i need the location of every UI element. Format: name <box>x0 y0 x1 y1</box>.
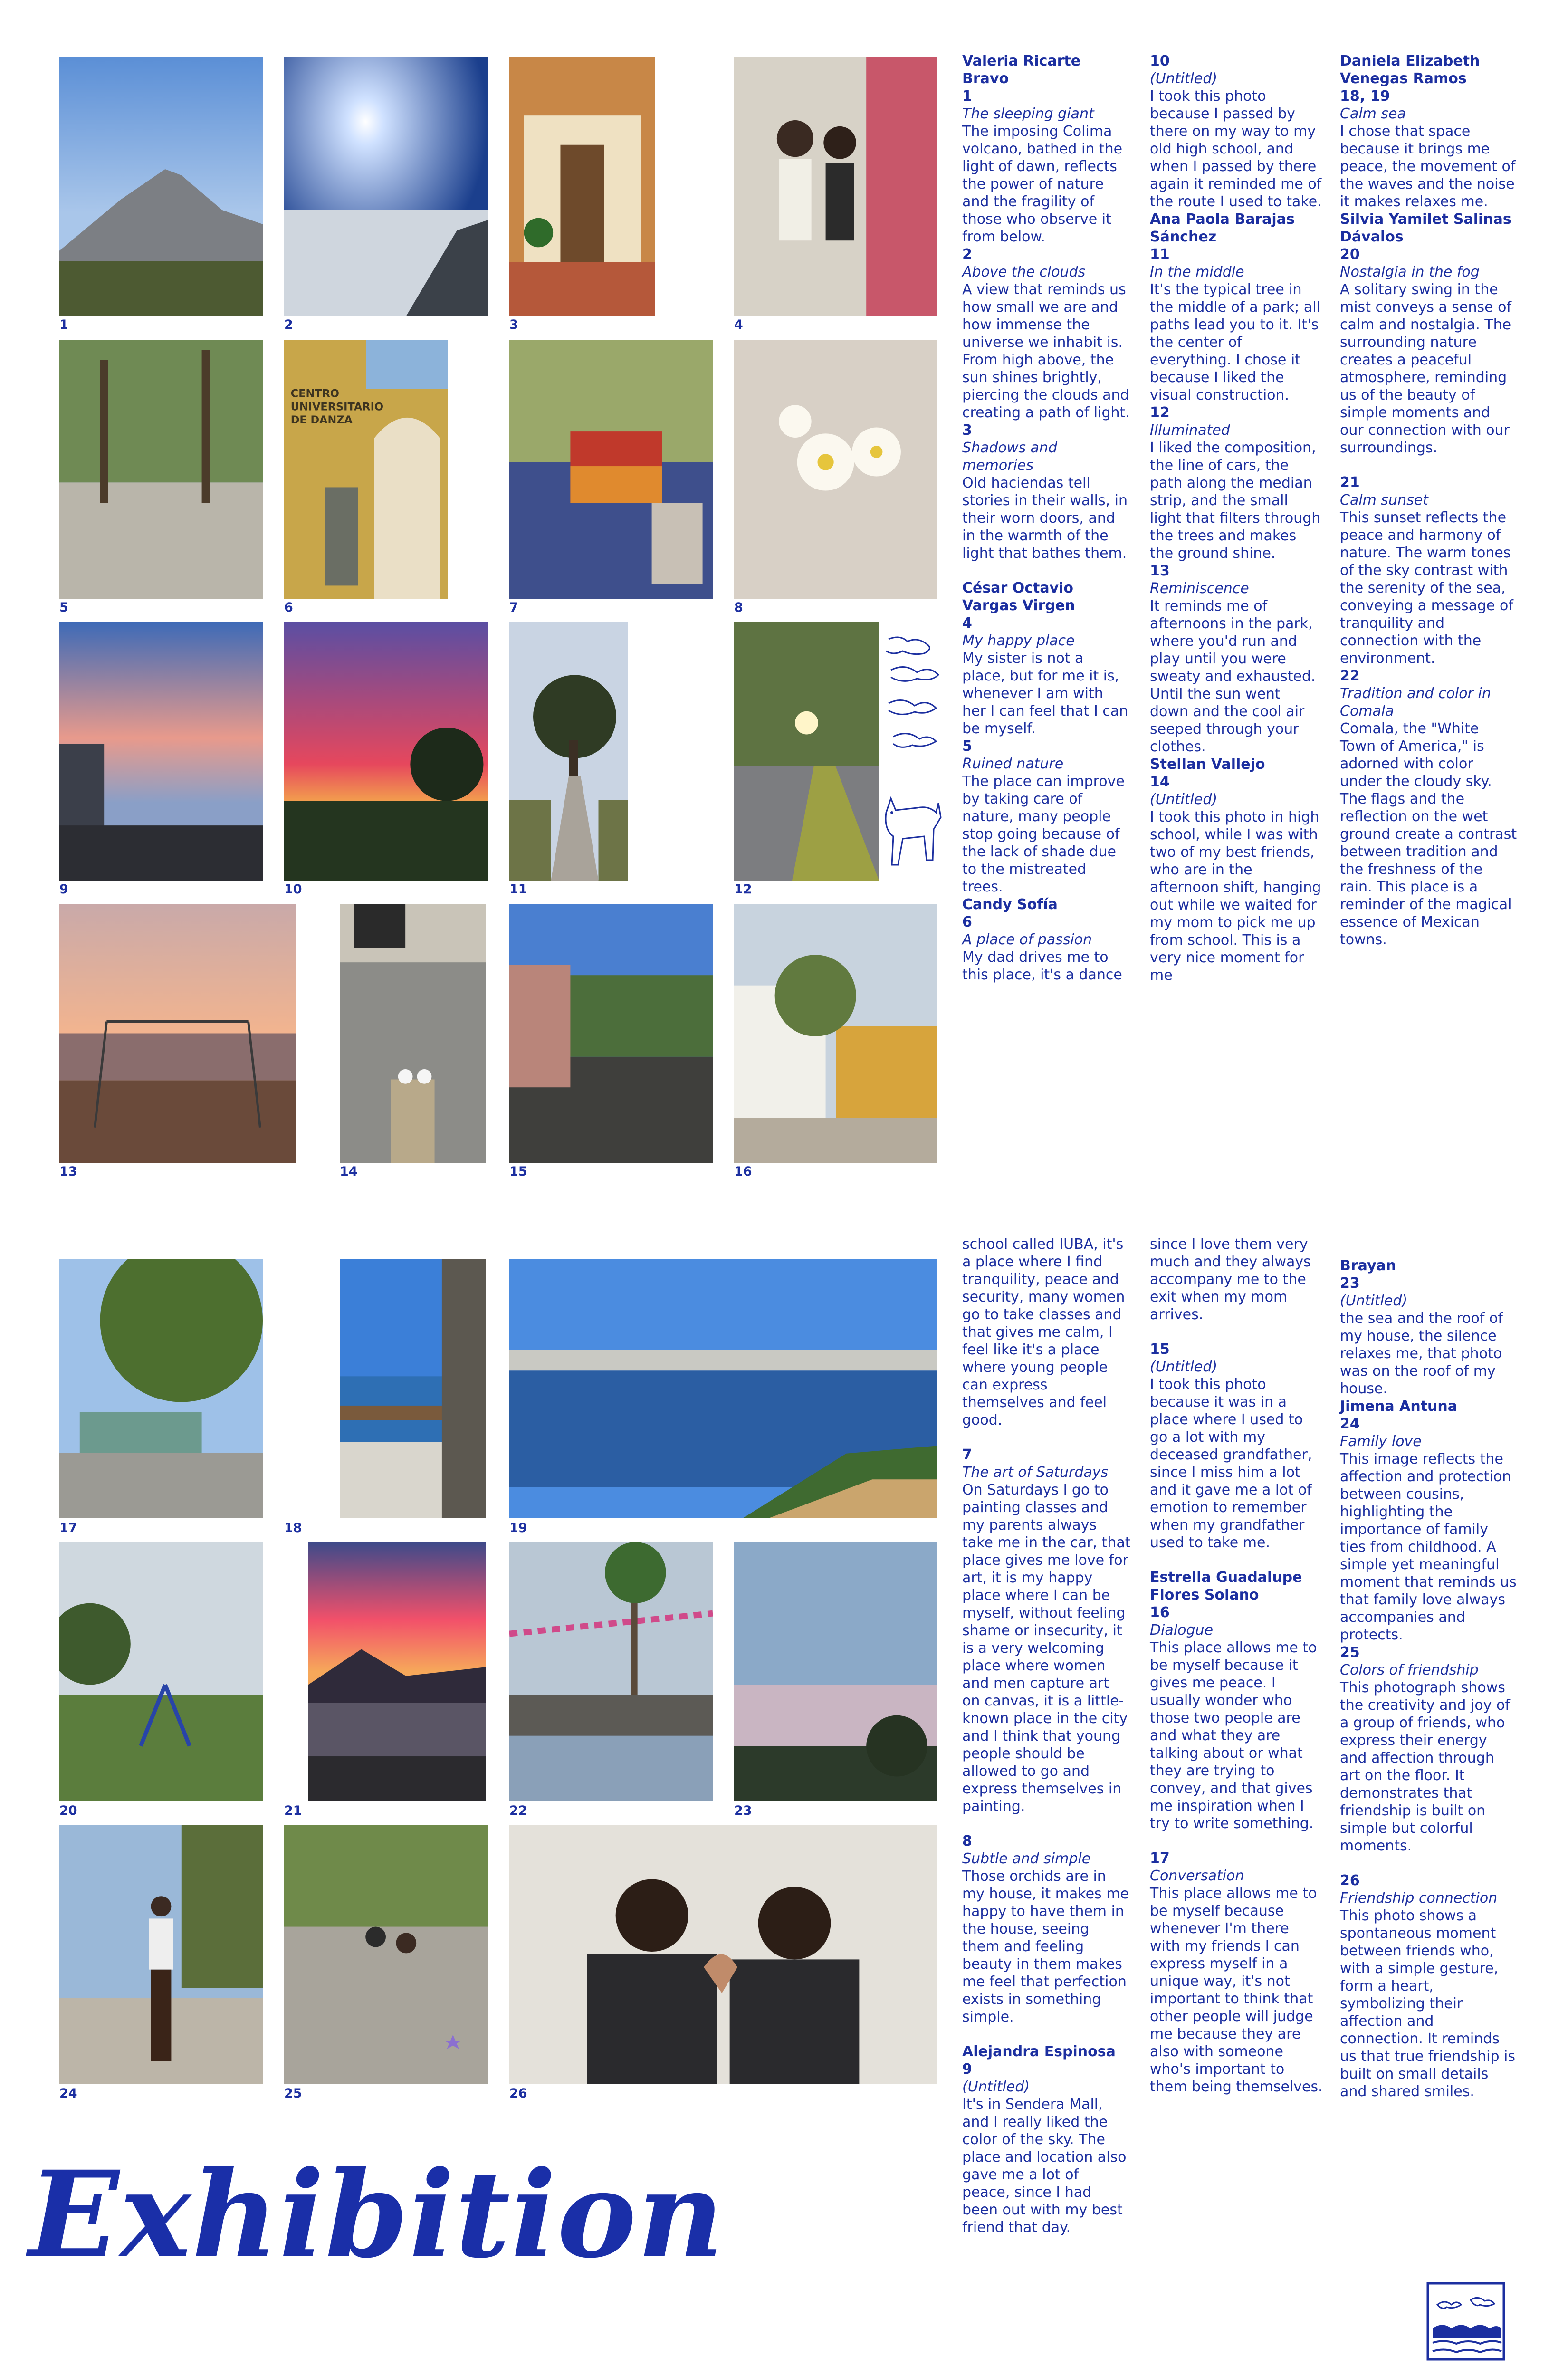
entry-title: Tradition and color in Comala <box>1340 685 1491 719</box>
photo-9-mall-sky <box>59 622 263 881</box>
entry-number: 10 <box>1150 53 1170 69</box>
entry-title: (Untitled) <box>1150 70 1218 87</box>
entry-number: 13 <box>1150 563 1170 579</box>
photo-22-comala <box>509 1542 713 1801</box>
entry-title: Subtle and simple <box>962 1850 1091 1867</box>
photo-23-sea-roof-sky <box>734 1542 937 1801</box>
photo-number: 22 <box>509 1803 527 1818</box>
entry-title: My happy place <box>962 632 1075 649</box>
entry-number: 4 <box>962 615 972 632</box>
entry-title: Calm sea <box>1340 105 1406 122</box>
photo-2-above-clouds <box>284 57 488 316</box>
photo-24-family-love <box>59 1825 263 2084</box>
text-column-top-1 <box>962 52 1131 984</box>
entry-number: 16 <box>1150 1604 1170 1621</box>
entry-description: This place allows me to be myself because whenever I'm there with my friends I can express myself in a unique way, it's not important to think that other people will judge me because they are also with someone who's important to them being themselves. <box>1150 1885 1323 2095</box>
author-name: Daniela Elizabeth Venegas Ramos <box>1340 53 1480 87</box>
author-name: Brayan <box>1340 1257 1396 1274</box>
photo-15-mountain-path <box>509 904 713 1163</box>
photo-number: 8 <box>734 600 743 615</box>
entry-title: Colors of friendship <box>1340 1662 1479 1678</box>
photo-number: 20 <box>59 1803 77 1818</box>
photo-20-swing-fog <box>59 1542 263 1801</box>
entry-description: I took this photo in high school, while I was with two of my best friends, who are in the afternoon shift, hanging out while we waited for my mom to pick me up from school. This is a very nice moment for me <box>1150 809 1321 984</box>
photo-number: 18 <box>284 1521 302 1535</box>
photo-11-park-tree <box>509 622 628 881</box>
photo-number: 21 <box>284 1803 302 1818</box>
entry-description: Those orchids are in my house, it makes me happy to have them in the house, seeing them and feeling beauty in them makes me feel that perfection exists in something simple. <box>962 1868 1129 2025</box>
entry-description: A solitary swing in the mist conveys a sense of calm and nostalgia. The surrounding nature creates a peaceful atmosphere, reminding us of the beauty of simple moments and our connection with our surroundings. <box>1340 281 1512 456</box>
photo-13-swings <box>59 904 296 1163</box>
entry-description: Comala, the "White Town of America," is adorned with color under the cloudy sky. The flags and the reflection on the wet ground create a contrast between tradition and the freshness of the rain. This place is a reminder of the magical essence of Mexican towns. <box>1340 720 1517 948</box>
photo-number: 26 <box>509 2086 527 2101</box>
entry-description: This photograph shows the creativity and joy of a group of friends, who express their energy and affection through art on the floor. It demonstrates that friendship is built on simple but colorful moments. <box>1340 1679 1510 1854</box>
entry-title: (Untitled) <box>1150 1359 1218 1375</box>
entry-title: Ruined nature <box>962 756 1064 772</box>
author-name: Valeria Ricarte Bravo <box>962 53 1081 87</box>
entry-description: the sea and the roof of my house, the silence relaxes me, that photo was on the roof of my house. <box>1340 1310 1503 1397</box>
photo-number: 10 <box>284 882 302 897</box>
photo-26-friendship-heart <box>509 1825 937 2084</box>
photo-number: 5 <box>59 600 68 615</box>
photo-number: 11 <box>509 882 527 897</box>
entry-title: A place of passion <box>962 931 1092 948</box>
author-name: Candy Sofía <box>962 896 1058 913</box>
photo-12-illuminated-road <box>734 622 879 881</box>
photo-number: 1 <box>59 317 68 332</box>
entry-number: 22 <box>1340 668 1360 684</box>
entry-number: 11 <box>1150 246 1170 263</box>
author-name: Silvia Yamilet Salinas Dávalos <box>1340 211 1511 245</box>
entry-title: Calm sunset <box>1340 492 1428 508</box>
entry-title: Shadows and memories <box>962 440 1057 474</box>
text-column-bottom-2 <box>1150 1236 1323 2096</box>
entry-number: 9 <box>962 2061 972 2078</box>
entry-number: 23 <box>1340 1275 1360 1292</box>
entry-number: 25 <box>1340 1644 1360 1661</box>
photo-16-building-trees <box>734 904 937 1163</box>
entry-number: 17 <box>1150 1850 1170 1867</box>
photo-number: 15 <box>509 1164 527 1179</box>
photo-10-purple-sunset <box>284 622 488 881</box>
photo-number: 14 <box>340 1164 358 1179</box>
photo-number: 6 <box>284 600 293 615</box>
photo-5-trees-path <box>59 340 263 599</box>
entry-number: 21 <box>1340 474 1360 491</box>
text-column-bottom-3 <box>1340 1257 1518 2100</box>
entry-title: Reminiscence <box>1150 580 1249 597</box>
entry-title: The art of Saturdays <box>962 1464 1109 1481</box>
wave-doodle-icon <box>879 632 946 765</box>
entry-description: My sister is not a place, but for me it is, whenever I am with her I can feel that I can be myself. <box>962 650 1128 737</box>
entry-description: My dad drives me to this place, it's a dance <box>962 949 1122 983</box>
entry-title: Illuminated <box>1150 422 1230 439</box>
sign-line-1: CENTRO <box>290 387 339 400</box>
entry-title: Friendship connection <box>1340 1890 1498 1907</box>
entry-description: It's the typical tree in the middle of a park; all paths lead you to it. It's the center of everything. I chose it because I liked the visual construction. <box>1150 281 1320 403</box>
sign-line-2: UNIVERSITARIO <box>290 401 384 413</box>
entry-number: 20 <box>1340 246 1360 263</box>
photo-14-shoes <box>340 904 486 1163</box>
entry-number: 2 <box>962 246 972 263</box>
entry-number: 6 <box>962 914 972 930</box>
entry-number: 24 <box>1340 1416 1360 1432</box>
photo-8-orchids <box>734 340 937 599</box>
entry-title: Above the clouds <box>962 264 1086 280</box>
photo-number: 4 <box>734 317 743 332</box>
author-name: Alejandra Espinosa <box>962 2043 1116 2060</box>
photo-number: 9 <box>59 882 68 897</box>
sign-line-3: DE DANZA <box>290 413 353 426</box>
entry-description: I took this photo because it was in a place where I used to go a lot with my deceased grandfather, since I miss him a lot and it gave me a lot of emotion to remember when my grandfather used to take me. <box>1150 1376 1312 1551</box>
photo-number: 13 <box>59 1164 77 1179</box>
photo-19-bay <box>509 1259 937 1518</box>
photo-number: 7 <box>509 600 518 615</box>
entry-description: It reminds me of afternoons in the park, where you'd run and play until you were sweaty and exhausted. Until the sun went down and the cool air seeped through your clothes. <box>1150 598 1316 755</box>
photo-1-volcano <box>59 57 263 316</box>
text-column-top-2 <box>1150 52 1323 984</box>
entry-title: (Untitled) <box>962 2079 1030 2095</box>
entry-title: Nostalgia in the fog <box>1340 264 1480 280</box>
photo-number: 23 <box>734 1803 752 1818</box>
entry-number: 14 <box>1150 774 1170 790</box>
entry-description: This sunset reflects the peace and harmony of nature. The warm tones of the sky contrast with the serenity of the sea, conveying a message of tranquility and connection with the environment. <box>1340 509 1513 667</box>
author-name: Jimena Antuna <box>1340 1398 1457 1415</box>
photo-number: 12 <box>734 882 752 897</box>
entry-description-continued: since I love them very much and they always accompany me to the exit when my mom arrives. <box>1150 1236 1311 1323</box>
photo-number: 2 <box>284 317 293 332</box>
photo-18-sea-roof <box>340 1259 486 1518</box>
entry-description: This image reflects the affection and protection between cousins, highlighting the importance of family ties from childhood. A simple yet meaningful moment that reminds us that family love always accompanies and protects. <box>1340 1451 1517 1643</box>
author-name: Stellan Vallejo <box>1150 756 1265 773</box>
entry-description: The imposing Colima volcano, bathed in the light of dawn, reflects the power of nature and the fragility of those who observe it from below. <box>962 123 1123 245</box>
entry-description: It's in Sendera Mall, and I really liked the color of the sky. The place and location also gave me a lot of peace, since I had been out with my best friend that day. <box>962 2096 1127 2236</box>
photo-3-hacienda <box>509 57 655 316</box>
photo-21-calm-sunset <box>308 1542 486 1801</box>
photo-number: 19 <box>509 1521 527 1535</box>
entry-number: 7 <box>962 1447 972 1463</box>
entry-description: On Saturdays I go to painting classes and my parents always take me in the car, that place gives me love for art, it is my happy place where I can be myself, without feeling shame or insecurity, it is a very welcoming place where women and men capture art on canvas, it is a little-known place in the city and I think that young people should be allowed to go and express themselves in painting. <box>962 1482 1131 1815</box>
text-column-top-3 <box>1340 52 1518 948</box>
photo-25-friends-art <box>284 1825 488 2084</box>
entry-description: The place can improve by taking care of nature, many people stop going because of the lack of shade due to the mistreated trees. <box>962 773 1125 895</box>
photo-number: 16 <box>734 1164 752 1179</box>
entry-title: The sleeping giant <box>962 105 1094 122</box>
photo-number: 25 <box>284 2086 302 2101</box>
entry-title: (Untitled) <box>1150 791 1218 808</box>
author-name: César Octavio Vargas Virgen <box>962 580 1075 614</box>
photo-6-dance-center <box>284 340 448 599</box>
entry-description: Old haciendas tell stories in their walls, in their worn doors, and in the warmth of the light that bathes them. <box>962 475 1128 562</box>
entry-title: Dialogue <box>1150 1622 1214 1638</box>
entry-description: I liked the composition, the line of cars, the path along the median strip, and the small light that filters through the trees and makes the ground shine. <box>1150 440 1321 562</box>
photo-4-siblings <box>734 57 937 316</box>
entry-description-continued: school called IUBA, it's a place where I find tranquility, peace and security, many women go to take classes and that gives me calm, I feel like it's a place where young people can express themselves and feel good. <box>962 1236 1125 1428</box>
entry-number: 1 <box>962 88 972 105</box>
entry-number: 8 <box>962 1833 972 1849</box>
entry-title: Conversation <box>1150 1868 1244 1884</box>
entry-title: In the middle <box>1150 264 1244 280</box>
entry-description: This place allows me to be myself because it gives me peace. I usually wonder who those two people are and what they are talking about or what they are trying to convey, and that gives me inspiration when I try to write something. <box>1150 1639 1317 1832</box>
author-name: Estrella Guadalupe Flores Solano <box>1150 1569 1302 1603</box>
author-name: Ana Paola Barajas Sánchez <box>1150 211 1295 245</box>
entry-description: A view that reminds us how small we are and how immense the universe we inhabit is. From high above, the sun shines brightly, piercing the clouds and creating a path of light. <box>962 281 1130 421</box>
entry-number: 5 <box>962 738 972 755</box>
entry-number: 3 <box>962 422 972 439</box>
photo-17-school-tree <box>59 1259 263 1518</box>
entry-description: I took this photo because I passed by there on my way to my old high school, and when I passed by there again it reminded me of the route I used to take. <box>1150 88 1322 210</box>
exhibition-logo-icon <box>1425 2281 1506 2364</box>
photo-number: 3 <box>509 317 518 332</box>
entry-title: (Untitled) <box>1340 1293 1408 1309</box>
photo-number: 17 <box>59 1521 77 1535</box>
entry-number: 18, 19 <box>1340 88 1390 105</box>
entry-title: Family love <box>1340 1433 1422 1450</box>
photo-7-easel-painting <box>509 340 713 599</box>
text-column-bottom-1 <box>962 1236 1131 2236</box>
photo-number: 24 <box>59 2086 77 2101</box>
exhibition-title: Exhibition <box>29 2145 725 2284</box>
dog-doodle-icon <box>872 784 948 870</box>
entry-number: 15 <box>1150 1341 1170 1358</box>
entry-description: This photo shows a spontaneous moment between friends who, with a simple gesture, form a heart, symbolizing their affection and connection. It reminds us that true friendship is built on small details and shared smiles. <box>1340 1907 1516 2100</box>
entry-number: 26 <box>1340 1872 1360 1889</box>
entry-description: I chose that space because it brings me peace, the movement of the waves and the noise it makes relaxes me. <box>1340 123 1516 210</box>
entry-number: 12 <box>1150 404 1170 421</box>
